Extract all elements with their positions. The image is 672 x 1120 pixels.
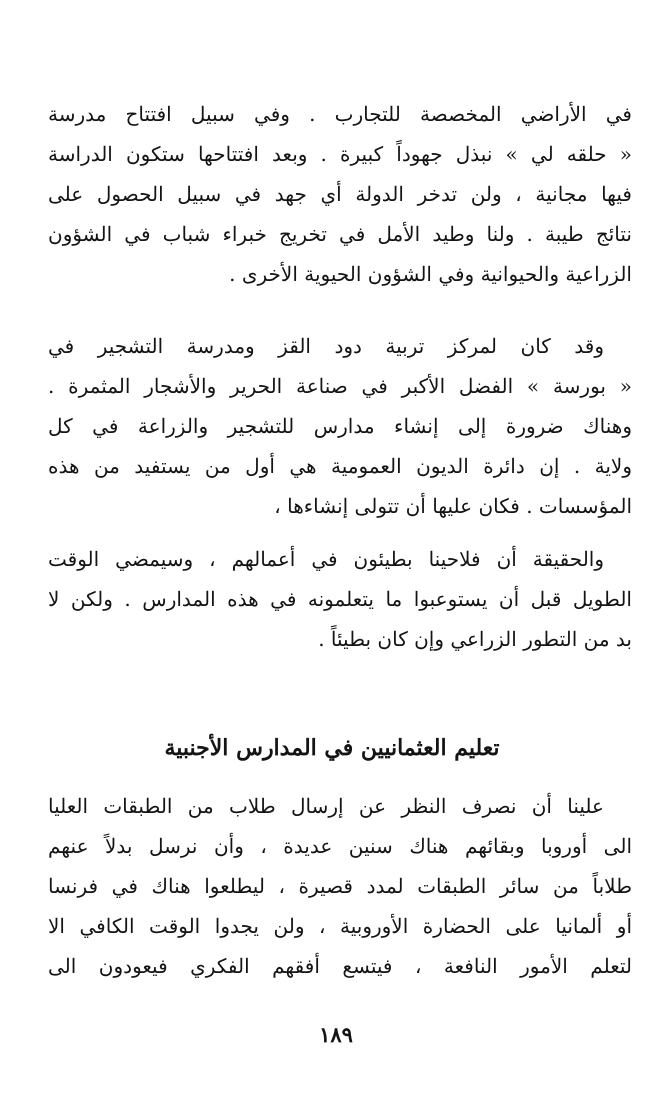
paragraph-line: فيها مجانية ، ولن تدخر الدولة أي جهد في سبيل الحصول على	[48, 182, 632, 206]
paragraph-line: بد من التطور الزراعي وإن كان بطيئاً .	[318, 627, 632, 651]
paragraph-3	[48, 539, 632, 659]
paragraph-line: علينا أن نصرف النظر عن إرسال طلاب من الطبقات العليا	[48, 794, 604, 818]
paragraph-line: المؤسسات . فكان عليها أن تتولى إنشاءها ،	[274, 494, 632, 518]
paragraph-line: والحقيقة أن فلاحينا بطيئون في أعمالهم ، وسيمضي الوقت	[48, 547, 604, 571]
paragraph-4	[48, 786, 632, 986]
paragraph-line: ولاية . إن دائرة الديون العمومية هي أول من يستفيد من هذه	[48, 454, 632, 478]
paragraph-line: الى أوروبا وبقائهم هناك سنين عديدة ، وأن نرسل بدلاً عنهم	[48, 834, 632, 858]
section-heading: تعليم العثمانيين في المدارس الأجنبية	[164, 735, 500, 761]
paragraph-line: لتعلم الأمور النافعة ، فيتسع أفقهم الفكري فيعودون الى	[48, 954, 632, 978]
paragraph-line: وقد كان لمركز تربية دود القز ومدرسة التشجير في	[48, 334, 604, 358]
page-number: ١٨٩	[319, 1022, 353, 1047]
paragraph-line: نتائج طيبة . ولنا وطيد الأمل في تخريج خبراء شباب في الشؤون	[48, 222, 632, 246]
paragraph-line: أو ألمانيا على الحضارة الأوروبية ، ولن يجدوا الوقت الكافي الا	[48, 914, 632, 938]
paragraph-1	[48, 94, 632, 294]
paragraph-line: الزراعية والحيوانية وفي الشؤون الحيوية الأخرى .	[229, 262, 632, 286]
paragraph-line: الطويل قبل أن يستوعبوا ما يتعلمونه في هذه المدارس . ولكن لا	[48, 587, 632, 611]
paragraph-line: وهناك ضرورة إلى إنشاء مدارس للتشجير والزراعة في كل	[48, 414, 632, 438]
paragraph-2	[48, 326, 632, 526]
paragraph-line: طلاباً من سائر الطبقات لمدد قصيرة ، ليطلعوا هناك في فرنسا	[48, 874, 632, 898]
paragraph-line: « بورسة » الفضل الأكبر في صناعة الحرير والأشجار المثمرة .	[48, 374, 632, 398]
paragraph-line: في الأراضي المخصصة للتجارب . وفي سبيل افتتاح مدرسة	[48, 102, 632, 126]
paragraph-line: « حلقه لي » نبذل جهوداً كبيرة . وبعد افتتاحها ستكون الدراسة	[48, 142, 632, 166]
